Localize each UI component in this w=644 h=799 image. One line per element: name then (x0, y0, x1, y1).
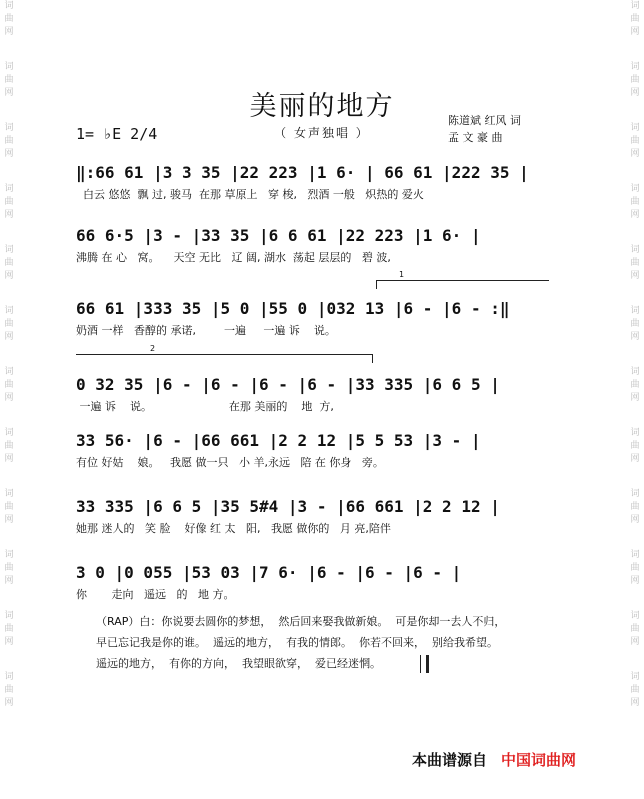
lyrics: 你 走向 遥远 的 地 方。 (76, 588, 235, 601)
watermark-group (630, 549, 639, 588)
watermark-glyph: 网 (630, 393, 640, 403)
watermark-group (4, 0, 13, 39)
watermark-glyph: 曲 (630, 380, 640, 390)
watermark-group (630, 183, 639, 222)
watermark-glyph: 网 (4, 210, 14, 220)
watermark-group (630, 244, 639, 283)
watermark-group (630, 0, 639, 39)
watermark-glyph: 曲 (630, 563, 640, 573)
watermark-glyph: 曲 (630, 441, 640, 451)
score-row-6 (76, 494, 556, 534)
watermark-group (630, 366, 639, 405)
watermark-glyph: 曲 (630, 75, 640, 85)
notes: 66 61 |333 35 |5 0 |55 0 |032 13 |6 - |6 - :‖ (76, 299, 510, 318)
notes: 33 335 |6 6 5 |35 5#4 |3 - |66 661 |2 2 12 | (76, 497, 500, 516)
watermark-glyph: 词 (630, 1, 640, 11)
watermark-group (4, 427, 13, 466)
watermark-glyph: 网 (4, 698, 14, 708)
watermark-glyph: 曲 (630, 197, 640, 207)
watermark-group (630, 671, 639, 710)
credits (448, 112, 521, 146)
score-row-1 (76, 160, 556, 200)
watermark-glyph: 词 (4, 489, 14, 499)
watermark-glyph: 网 (4, 27, 14, 37)
watermark-glyph: 曲 (4, 136, 14, 146)
score-row-2 (76, 223, 556, 263)
rap-text-line-1: （RAP）白：你说要去圆你的梦想， 然后回来娶我做新娘。 可是你却一去人不归， (96, 615, 506, 628)
volta-number: 1 (399, 270, 405, 279)
watermark-glyph: 词 (630, 428, 640, 438)
watermark-glyph: 曲 (4, 258, 14, 268)
watermark-glyph: 网 (4, 576, 14, 586)
watermark-group (630, 427, 639, 466)
watermark-glyph: 网 (630, 332, 640, 342)
page-title: 美丽的地方 (249, 91, 395, 122)
watermark-group (630, 610, 639, 649)
subtitle: （ 女声独唱 ） (274, 126, 370, 140)
watermark-group (4, 305, 13, 344)
notes: ‖:66 61 |3 3 35 |22 223 |1 6· | 66 61 |222 35 | (76, 163, 529, 182)
composer-credit: 孟 文 豪 曲 (448, 131, 503, 144)
lyrics: 沸腾 在 心 窝。 天空 无比 辽 阔, 湖水 荡起 层层的 碧 波, (76, 251, 391, 264)
watermark-glyph: 曲 (630, 319, 640, 329)
watermark-glyph: 曲 (4, 502, 14, 512)
footer-source-link[interactable]: 中国词曲网 (501, 751, 577, 769)
watermark-glyph: 网 (630, 515, 640, 525)
lyrics: 奶酒 一样 香醇的 承诺, 一遍 一遍 诉 说。 (76, 324, 336, 337)
watermark-glyph: 词 (630, 489, 640, 499)
rap-text-line-2: 早已忘记我是你的谁。 遥远的地方， 有我的情郎。 你若不回来， 别给我希望。 (96, 636, 498, 649)
watermark-group (4, 671, 13, 710)
volta-bracket-1 (376, 270, 549, 289)
watermark-glyph: 网 (630, 27, 640, 37)
watermark-glyph: 网 (4, 393, 14, 403)
volta-number: 2 (150, 344, 156, 353)
lyrics: 一遍 诉 说。 在那 美丽的 地 方, (76, 400, 334, 413)
notes: 0 32 35 |6 - |6 - |6 - |6 - |33 335 |6 6 5 | (76, 375, 500, 394)
watermark-group (630, 305, 639, 344)
watermark-glyph: 词 (630, 672, 640, 682)
watermark-group (4, 488, 13, 527)
watermark-group (4, 366, 13, 405)
watermark-glyph: 词 (4, 245, 14, 255)
watermark-glyph: 词 (4, 367, 14, 377)
footer-label: 本曲谱源自 (412, 751, 488, 769)
watermark-glyph: 词 (630, 62, 640, 72)
watermark-glyph: 曲 (4, 197, 14, 207)
watermark-glyph: 网 (630, 576, 640, 586)
notes: 66 6·5 |3 - |33 35 |6 6 61 |22 223 |1 6· | (76, 226, 481, 245)
watermark-glyph: 词 (4, 123, 14, 133)
watermark-group (630, 488, 639, 527)
watermark-glyph: 网 (4, 454, 14, 464)
key-signature: 1= ♭E 2/4 (76, 125, 158, 143)
watermark-glyph: 曲 (630, 624, 640, 634)
watermark-glyph: 词 (4, 1, 14, 11)
watermark-glyph: 曲 (4, 14, 14, 24)
lyrics: 白云 悠悠 飘 过, 骏马 在那 草原上 穿 梭, 烈酒 一般 炽热的 爱火 (76, 188, 424, 201)
watermark-glyph: 曲 (630, 14, 640, 24)
watermark-glyph: 词 (4, 672, 14, 682)
watermark-glyph: 词 (630, 245, 640, 255)
watermark-group (4, 183, 13, 222)
watermark-glyph: 曲 (4, 685, 14, 695)
watermark-glyph: 曲 (630, 136, 640, 146)
watermark-glyph: 词 (4, 428, 14, 438)
notes: 33 56· |6 - |66 661 |2 2 12 |5 5 53 |3 - | (76, 431, 481, 450)
score-row-5 (76, 428, 556, 468)
lyrics: 她那 迷人的 笑 脸 好像 红 太 阳, 我愿 做你的 月 亮,陪伴 (76, 522, 391, 535)
watermark-glyph: 曲 (630, 258, 640, 268)
watermark-glyph: 网 (4, 88, 14, 98)
watermark-glyph: 词 (630, 367, 640, 377)
final-barline (420, 655, 429, 673)
watermark-glyph: 词 (630, 550, 640, 560)
watermark-glyph: 曲 (4, 563, 14, 573)
score-row-7 (76, 560, 556, 600)
watermark-glyph: 词 (4, 184, 14, 194)
watermark-glyph: 网 (630, 454, 640, 464)
watermark-glyph: 词 (630, 611, 640, 621)
watermark-group (4, 244, 13, 283)
lyricist-credit: 陈道斌 红风 词 (448, 114, 521, 127)
rap-text-line-3: 遥远的地方， 有你的方向， 我望眼欲穿， 爱已经迷惘。 (96, 657, 381, 670)
watermark-glyph: 曲 (4, 75, 14, 85)
watermark-glyph: 网 (630, 210, 640, 220)
watermark-glyph: 词 (630, 123, 640, 133)
watermark-glyph: 网 (630, 698, 640, 708)
watermark-group (4, 549, 13, 588)
watermark-glyph: 曲 (4, 380, 14, 390)
watermark-glyph: 词 (4, 611, 14, 621)
watermark-glyph: 曲 (4, 624, 14, 634)
watermark-glyph: 曲 (4, 319, 14, 329)
watermark-glyph: 曲 (630, 502, 640, 512)
watermark-glyph: 词 (630, 306, 640, 316)
footer (412, 749, 576, 770)
watermark-glyph: 网 (4, 332, 14, 342)
watermark-glyph: 词 (4, 306, 14, 316)
watermark-glyph: 词 (4, 62, 14, 72)
watermark-glyph: 网 (630, 88, 640, 98)
watermark-glyph: 网 (4, 271, 14, 281)
watermark-glyph: 网 (4, 149, 14, 159)
score-row-3 (76, 296, 556, 336)
watermark-glyph: 曲 (630, 685, 640, 695)
volta-bracket-2 (76, 344, 373, 363)
watermark-glyph: 网 (630, 149, 640, 159)
score-row-4 (76, 372, 556, 412)
watermark-glyph: 网 (630, 637, 640, 647)
watermark-group (4, 610, 13, 649)
watermark-glyph: 词 (4, 550, 14, 560)
watermark-glyph: 网 (630, 271, 640, 281)
watermark-glyph: 网 (4, 637, 14, 647)
watermark-glyph: 网 (4, 515, 14, 525)
notes: 3 0 |0 055 |53 03 |7 6· |6 - |6 - |6 - | (76, 563, 462, 582)
watermark-glyph: 词 (630, 184, 640, 194)
lyrics: 有位 好姑 娘。 我愿 做一只 小 羊,永远 陪 在 你身 旁。 (76, 456, 384, 469)
watermark-glyph: 曲 (4, 441, 14, 451)
